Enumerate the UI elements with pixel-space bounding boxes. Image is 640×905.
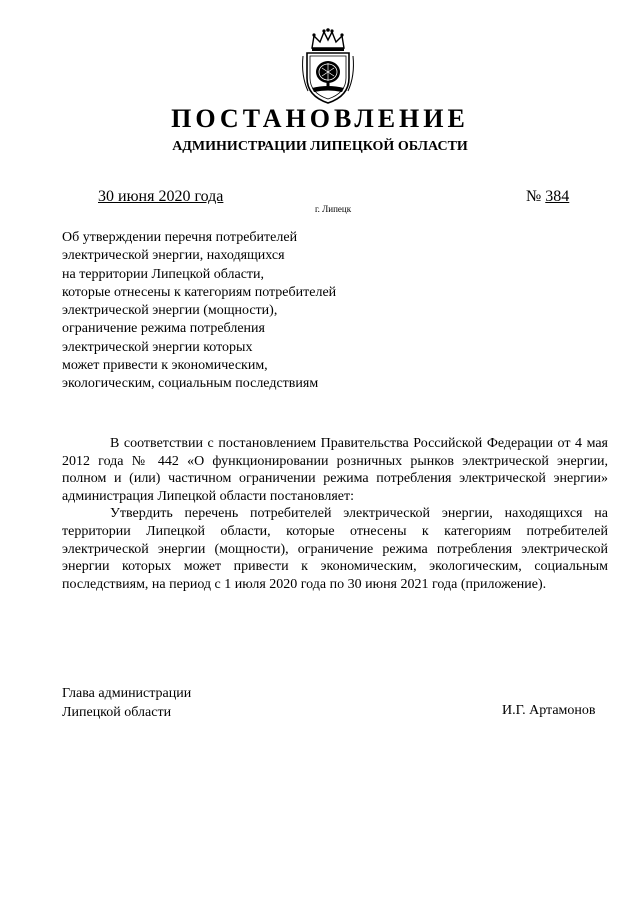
heading-line: которые отнесены к категориям потребителей [62, 284, 337, 300]
document-number [526, 188, 569, 206]
heading-line: экологическим, социальным последствиям [62, 376, 319, 392]
heading-line: ограничение режима потребления [62, 321, 265, 337]
heading-line: может привести к экономическим, [62, 358, 268, 374]
heading-line: электрической энергии которых [62, 339, 253, 355]
signatory-position [62, 684, 191, 722]
body-paragraph: Утвердить перечень потребителей электрической энергии, находящихся на территории Липецкой области, которые отнесены к категориям потребителей электрической энергии (мощности), ограничение режима потребления электрической энергии которых может привести к экономическим, экологическим, социальным последствиям, на период с 1 июля 2020 года по 30 июня 2021 года (приложение). [62, 506, 608, 592]
coat-of-arms-icon [298, 26, 358, 106]
document-issuer: АДМИНИСТРАЦИИ ЛИПЕЦКОЙ ОБЛАСТИ [172, 139, 468, 154]
document-city: г. Липецк [315, 204, 352, 214]
heading-line: электрической энергии, находящихся [62, 248, 285, 264]
position-line: Липецкой области [62, 705, 172, 720]
signatory-name: И.Г. Артамонов [502, 703, 596, 718]
number-prefix: № [526, 188, 542, 205]
document-body [62, 435, 608, 593]
heading-line: на территории Липецкой области, [62, 266, 265, 282]
position-line: Глава администрации [62, 686, 192, 701]
document-title: ПОСТАНОВЛЕНИЕ [171, 104, 469, 133]
document-date: 30 июня 2020 года [98, 188, 224, 205]
heading-line: электрической энергии (мощности), [62, 303, 278, 319]
heading-line: Об утверждении перечня потребителей [62, 230, 298, 245]
body-paragraph: В соответствии с постановлением Правительства Российской Федерации от 4 мая 2012 года № 442 «О функционировании розничных рынков электрической энергии, полном и (или) частичном ограничении режима потребления электрической энергии» администрация Липецкой области постановляет: [62, 436, 608, 504]
document-heading [62, 229, 336, 394]
number-value: 384 [545, 188, 570, 205]
